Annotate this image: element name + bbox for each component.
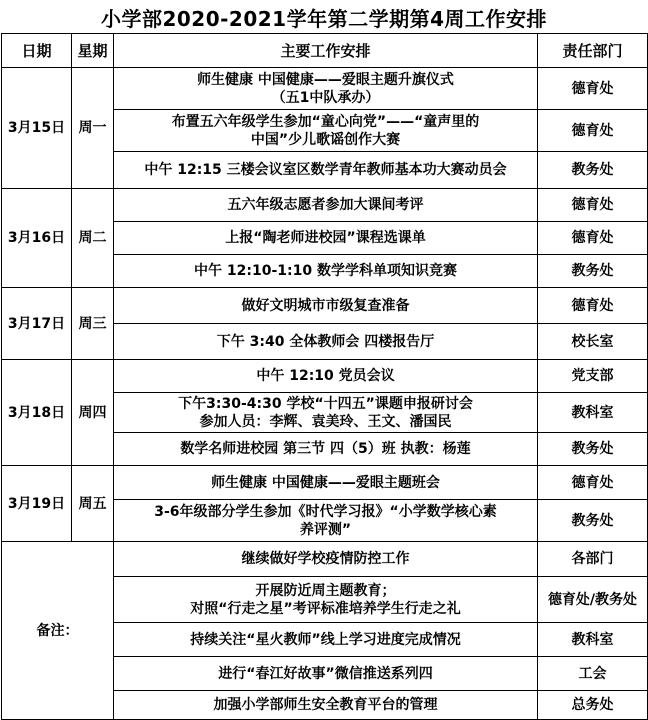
task-cell: 数学名师进校园 第三节 四（5）班 执教：杨莲: [114, 433, 538, 466]
dept-cell: 校长室: [538, 324, 648, 360]
weekday-cell: 周四: [72, 360, 114, 466]
table-row: [2, 189, 648, 222]
header-weekday: 星期: [72, 34, 114, 68]
dept-cell: 教务处: [538, 255, 648, 288]
task-cell: 持续关注“星火教师”线上学习进度完成情况: [114, 623, 538, 657]
task-cell: 3-6年级部分学生参加《时代学习报》“小学数学核心素 养评测”: [114, 500, 538, 542]
dept-cell: 教务处: [538, 500, 648, 542]
dept-cell: 教科室: [538, 393, 648, 433]
table-row: [2, 542, 648, 577]
weekday-cell: 周五: [72, 466, 114, 542]
dept-cell: 教科室: [538, 623, 648, 657]
page-title: 小学部2020-2021学年第二学期第4周工作安排: [100, 6, 548, 31]
task-cell: 中午 12:10 党员会议: [114, 360, 538, 393]
weekday-cell: 周三: [72, 288, 114, 360]
task-cell: 做好文明城市市级复查准备: [114, 288, 538, 324]
table-row: [2, 360, 648, 393]
task-cell: 开展防近周主题教育； 对照“行走之星”考评标准培养学生行走之礼: [114, 577, 538, 623]
date-cell: 3月16日: [2, 189, 72, 288]
header-task: 主要工作安排: [114, 34, 538, 68]
task-cell: 下午3:30-4:30 学校“十四五”课题申报研讨会 参加人员：李辉、袁美玲、王文、潘国民: [114, 393, 538, 433]
dept-cell: 教务处: [538, 433, 648, 466]
task-cell: 师生健康 中国健康——爱眼主题班会: [114, 466, 538, 500]
dept-cell: 德育处: [538, 68, 648, 110]
dept-cell: 德育处: [538, 110, 648, 152]
notes-label: 备注：: [2, 542, 114, 720]
schedule-table: [1, 33, 648, 720]
task-cell: 布置五六年级学生参加“童心向党”——“童声里的 中国”少儿歌谣创作大赛: [114, 110, 538, 152]
dept-cell: 党支部: [538, 360, 648, 393]
task-cell: 中午 12:15 三楼会议室区数学青年教师基本功大赛动员会: [114, 152, 538, 189]
dept-cell: 德育处/教务处: [538, 577, 648, 623]
weekday-cell: 周二: [72, 189, 114, 288]
table-row: [2, 466, 648, 500]
dept-cell: 德育处: [538, 288, 648, 324]
task-cell: 下午 3:40 全体教师会 四楼报告厅: [114, 324, 538, 360]
dept-cell: 工会: [538, 657, 648, 691]
header-dept: 责任部门: [538, 34, 648, 68]
weekday-cell: 周一: [72, 68, 114, 189]
task-cell: 中午 12:10-1:10 数学学科单项知识竞赛: [114, 255, 538, 288]
date-cell: 3月18日: [2, 360, 72, 466]
dept-cell: 德育处: [538, 222, 648, 255]
dept-cell: 总务处: [538, 691, 648, 720]
header-date: 日期: [2, 34, 72, 68]
table-row: [2, 288, 648, 324]
task-cell: 上报“陶老师进校园”课程选课单: [114, 222, 538, 255]
header-row: [2, 34, 648, 68]
task-cell: 继续做好学校疫情防控工作: [114, 542, 538, 577]
table-row: [2, 68, 648, 110]
date-cell: 3月19日: [2, 466, 72, 542]
date-cell: 3月15日: [2, 68, 72, 189]
task-cell: 加强小学部师生安全教育平台的管理: [114, 691, 538, 720]
task-cell: 进行“春江好故事”微信推送系列四: [114, 657, 538, 691]
dept-cell: 德育处: [538, 466, 648, 500]
date-cell: 3月17日: [2, 288, 72, 360]
dept-cell: 教务处: [538, 152, 648, 189]
dept-cell: 各部门: [538, 542, 648, 577]
task-cell: 五六年级志愿者参加大课间考评: [114, 189, 538, 222]
task-cell: 师生健康 中国健康——爱眼主题升旗仪式 （五1中队承办）: [114, 68, 538, 110]
dept-cell: 德育处: [538, 189, 648, 222]
